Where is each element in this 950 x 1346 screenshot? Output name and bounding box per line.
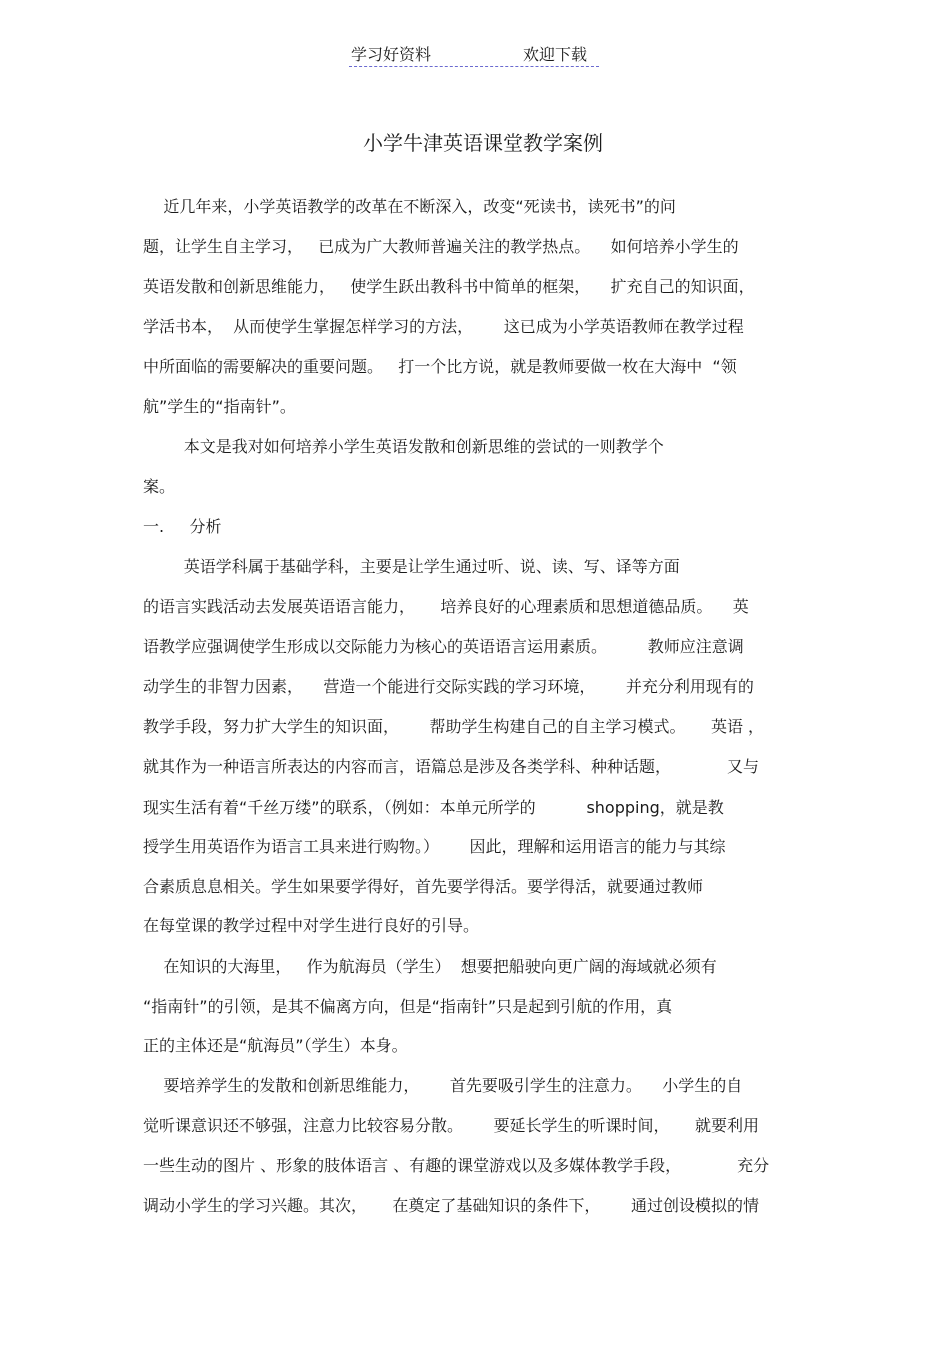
page-header [349, 40, 599, 67]
body-line: 合素质息息相关。学生如果要学得好，首先要学得活。要学得活，就要通过教师 [143, 877, 704, 896]
body-line: 就其作为一种语言所表达的内容而言，语篇总是涉及各类学科、种种话题， 又与 [143, 757, 759, 776]
document-title: 小学牛津英语课堂教学案例 [363, 131, 603, 155]
body-line: 语教学应强调使学生形成以交际能力为核心的英语语言运用素质。 教师应注意调 [143, 637, 744, 656]
body-line: 动学生的非智力因素， 营造一个能进行交际实践的学习环境， 并充分利用现有的 [143, 677, 754, 696]
body-line: 航”学生的“指南针”。 [143, 397, 296, 416]
body-line: 案。 [143, 477, 176, 496]
body-line: 觉听课意识还不够强，注意力比较容易分散。 要延长学生的听课时间， 就要利用 [143, 1116, 759, 1135]
body-line: 本文是我对如何培养小学生英语发散和创新思维的尝试的一则教学个 [143, 437, 664, 456]
header-left-text: 学习好资料 [351, 45, 432, 64]
body-line: 现实生活有着“千丝万缕”的联系，（例如：本单元所学的 shopping，就是教 [143, 798, 724, 817]
body-line: 一些生动的图片 、形象的肢体语言 、有趣的课堂游戏以及多媒体教学手段， 充分 [143, 1156, 770, 1175]
body-line: 英语发散和创新思维能力， 使学生跃出教科书中简单的框架， 扩充自己的知识面， [143, 277, 755, 296]
body-line: 教学手段，努力扩大学生的知识面， 帮助学生构建自己的自主学习模式。 英语 ， [143, 717, 765, 736]
body-line: 在每堂课的教学过程中对学生进行良好的引导。 [143, 916, 480, 935]
section-heading: 一. 分析 [143, 517, 222, 536]
body-line: 授学生用英语作为语言工具来进行购物。） 因此，理解和运用语言的能力与其综 [143, 837, 726, 856]
body-line: 的语言实践活动去发展英语语言能力， 培养良好的心理素质和思想道德品质。 英 [143, 597, 749, 616]
body-line: “指南针”的引领，是其不偏离方向，但是“指南针”只是起到引航的作用，真 [143, 997, 673, 1016]
body-line: 近几年来，小学英语教学的改革在不断深入，改变“死读书，读死书”的问 [143, 197, 676, 216]
body-line: 要培养学生的发散和创新思维能力， 首先要吸引学生的注意力。 小学生的自 [143, 1076, 743, 1095]
body-line: 学活书本， 从而使学生掌握怎样学习的方法， 这已成为小学英语教师在教学过程 [143, 317, 744, 336]
body-line: 中所面临的需要解决的重要问题。 打一个比方说，就是教师要做一枚在大海中 “领 [143, 357, 737, 376]
header-right-text: 欢迎下载 [523, 45, 588, 64]
body-line: 正的主体还是“航海员”（学生）本身。 [143, 1036, 408, 1055]
body-line: 调动小学生的学习兴趣。其次， 在奠定了基础知识的条件下， 通过创设模拟的情 [143, 1196, 759, 1215]
body-line: 英语学科属于基础学科，主要是让学生通过听、说、读、写、译等方面 [143, 557, 680, 576]
body-line: 题，让学生自主学习， 已成为广大教师普遍关注的教学热点。 如何培养小学生的 [143, 237, 739, 256]
body-line: 在知识的大海里， 作为航海员（学生） 想要把船驶向更广阔的海域就必须有 [143, 957, 717, 976]
